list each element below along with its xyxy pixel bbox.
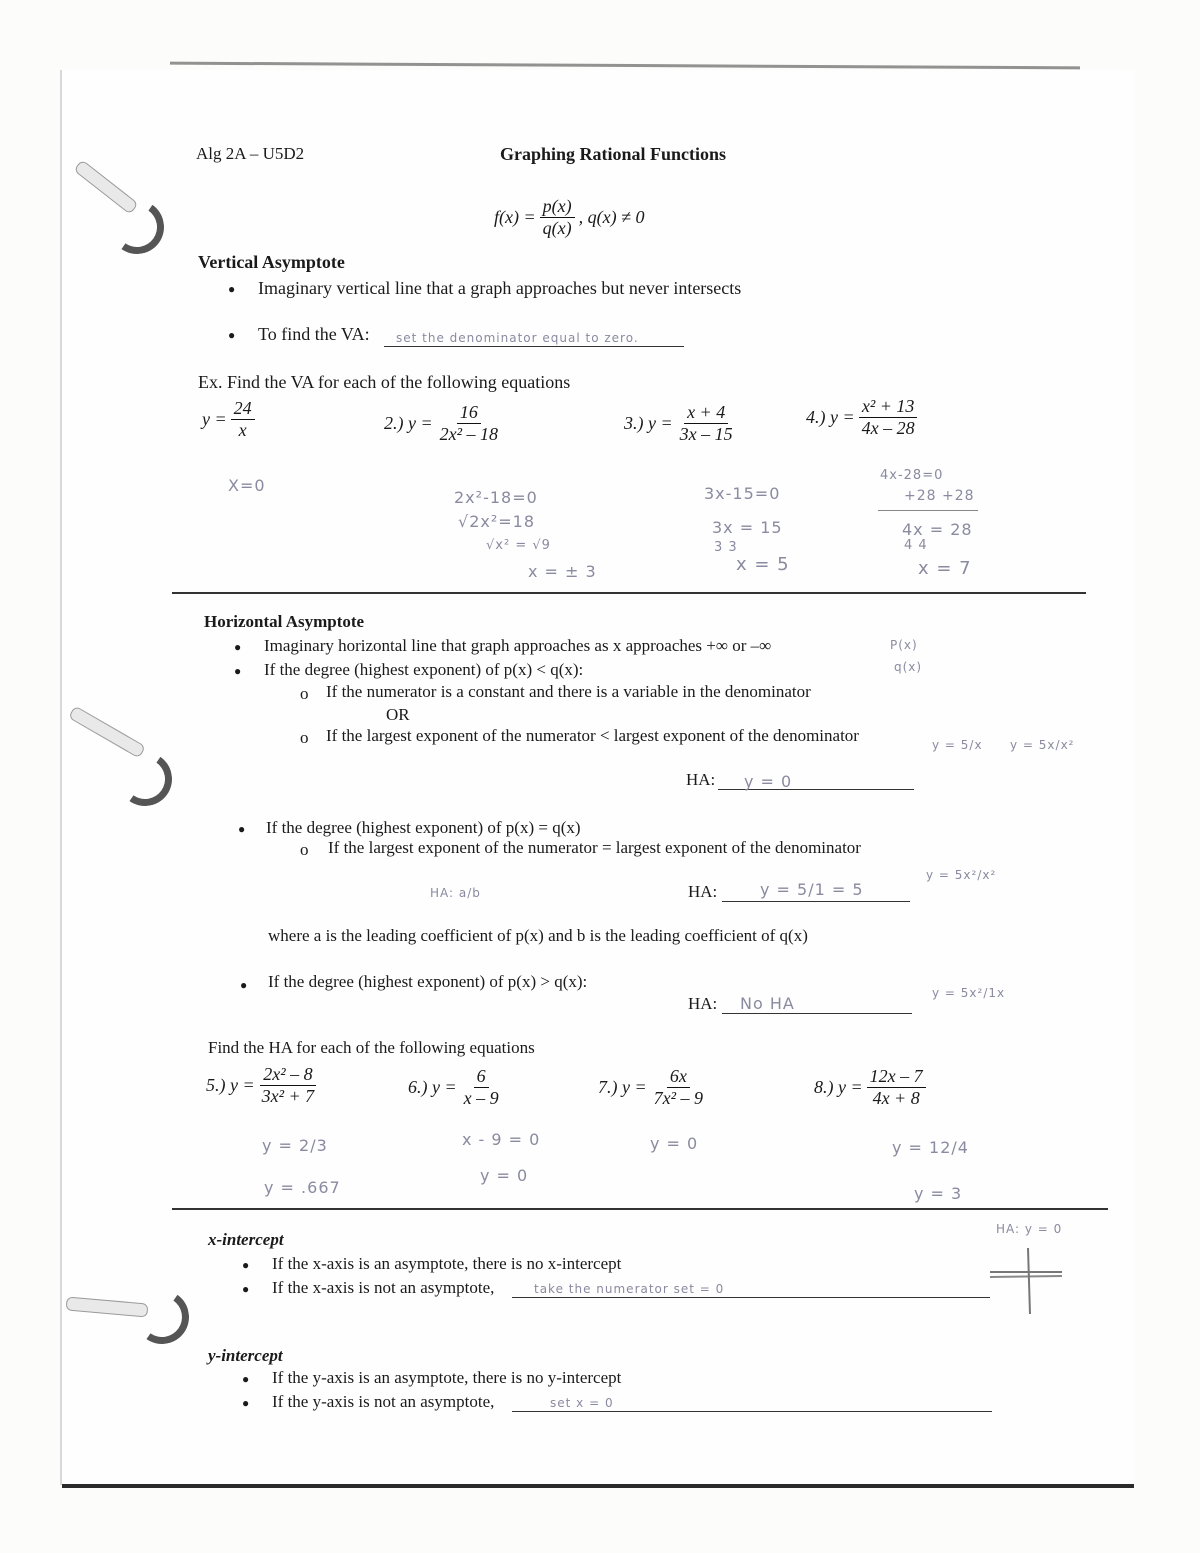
denominator: 3x – 15: [679, 423, 733, 444]
va-work-4d: 4 4: [904, 538, 928, 553]
denominator: x: [238, 419, 247, 440]
xint-heading: x-intercept: [208, 1230, 284, 1249]
ha-where: where a is the leading coefficient of p(x) and b is the leading coefficient of q(x): [268, 926, 808, 945]
bullet-icon: ●: [242, 1258, 250, 1272]
numerator: x² + 13: [859, 396, 918, 418]
section-divider: [172, 592, 1086, 594]
va-work-3c: 3 3: [714, 540, 738, 555]
va-work-4e: x = 7: [918, 558, 972, 579]
page-bottom-edge: [62, 1484, 1134, 1488]
va-work-2d: x = ± 3: [528, 562, 597, 581]
bullet-icon: ●: [240, 978, 248, 992]
ha2-answer: y = 5/1 = 5: [760, 880, 864, 899]
ha-heading: Horizontal Asymptote: [204, 612, 365, 631]
va-work-3d: x = 5: [736, 554, 790, 575]
yint-bullet-1: If the y-axis is an asymptote, there is no y-intercept: [272, 1368, 622, 1387]
yint-answer-line: [512, 1411, 992, 1412]
example-fraction: [867, 1066, 926, 1108]
va-example-2: [384, 402, 501, 444]
numerator: 2x² – 8: [260, 1064, 315, 1086]
margin-note: y = 5x²/1x: [932, 986, 1006, 1000]
margin-note: y = 5x²/x²: [926, 868, 997, 882]
example-label: 2.) y =: [384, 412, 433, 433]
ha-example-5: [206, 1064, 317, 1106]
example-fraction: [259, 1064, 318, 1106]
example-fraction: [231, 398, 255, 440]
ha-bullet-3: If the degree (highest exponent) of p(x) = q(x): [266, 818, 581, 837]
numerator: 16: [457, 402, 481, 424]
example-fraction: [677, 402, 736, 444]
ha-sub-1: If the numerator is a constant and there is a variable in the denominator: [326, 682, 811, 701]
xint-bullet-2: If the x-axis is not an asymptote,: [272, 1278, 495, 1297]
example-label: 7.) y =: [598, 1076, 647, 1097]
va-example-1: [202, 398, 255, 440]
ha-find-heading: Find the HA for each of the following equations: [208, 1038, 535, 1057]
ha-work-5a: y = 2/3: [262, 1136, 328, 1155]
margin-note: P(x): [890, 638, 918, 652]
yint-heading: y-intercept: [208, 1346, 283, 1365]
va-bullet-1: Imaginary vertical line that a graph approaches but never intersects: [258, 278, 742, 298]
ha1-label: HA:: [686, 770, 716, 789]
va-answer-line: [384, 346, 684, 347]
va-heading: Vertical Asymptote: [198, 252, 345, 272]
definition-lhs: f(x) =: [494, 206, 536, 227]
section-divider: [172, 1208, 1108, 1210]
ha2-note: HA: a/b: [430, 886, 481, 900]
denominator: 3x² + 7: [261, 1085, 315, 1106]
ha-bullet-1: Imaginary horizontal line that graph approaches as x approaches +∞ or –∞: [264, 636, 772, 655]
ha-example-8: [814, 1066, 926, 1108]
numerator: 6: [474, 1066, 489, 1088]
sub-bullet-icon: o: [300, 840, 309, 859]
example-fraction: [461, 1066, 502, 1108]
definition-condition: , q(x) ≠ 0: [578, 206, 645, 227]
yint-answer: set x = 0: [550, 1396, 614, 1410]
ha3-answer-line: [722, 1013, 912, 1014]
bullet-icon: ●: [234, 664, 242, 678]
definition-numerator: p(x): [540, 196, 575, 218]
va-work-4-line: [878, 510, 978, 511]
bullet-icon: ●: [234, 640, 242, 654]
va-work-2a: 2x²-18=0: [454, 488, 538, 507]
va-answer: set the denominator equal to zero.: [396, 331, 639, 345]
bullet-icon: ●: [228, 328, 236, 342]
yint-bullet-2: If the y-axis is not an asymptote,: [272, 1392, 495, 1411]
va-example-3: [624, 402, 736, 444]
numerator: x + 4: [684, 402, 728, 424]
definition-fraction: [540, 196, 575, 238]
page-top-edge: [170, 62, 1080, 70]
margin-note: y = 5x/x²: [1010, 738, 1075, 752]
example-fraction: [859, 396, 918, 438]
denominator: 4x + 8: [872, 1087, 920, 1108]
va-work-4b: +28 +28: [904, 488, 975, 504]
ha-work-6a: x - 9 = 0: [462, 1130, 541, 1149]
bullet-icon: ●: [242, 1282, 250, 1296]
margin-note: q(x): [894, 660, 923, 674]
definition-equation: [494, 196, 644, 238]
margin-note: y = 5/x: [932, 738, 983, 752]
ha-work-5b: y = .667: [264, 1178, 341, 1197]
numerator: 24: [231, 398, 255, 420]
ha-bullet-2: If the degree (highest exponent) of p(x) < q(x):: [264, 660, 584, 679]
bullet-icon: ●: [242, 1372, 250, 1386]
denominator: 2x² – 18: [439, 423, 499, 444]
va-work-3b: 3x = 15: [712, 518, 783, 537]
bullet-icon: ●: [238, 822, 246, 836]
definition-denominator: q(x): [542, 217, 572, 238]
ha-sub-2: If the largest exponent of the numerator < largest exponent of the denominator: [326, 726, 859, 745]
ha-work-6b: y = 0: [480, 1166, 529, 1185]
xint-margin-note: HA: y = 0: [996, 1222, 1063, 1236]
va-work-3a: 3x-15=0: [704, 484, 781, 503]
example-fraction: [651, 1066, 706, 1108]
course-code: Alg 2A – U5D2: [196, 144, 305, 163]
ha-work-7a: y = 0: [650, 1134, 699, 1153]
ha-bullet-4: If the degree (highest exponent) of p(x) > q(x):: [268, 972, 588, 991]
ha3-answer: No HA: [740, 994, 795, 1013]
denominator: 4x – 28: [861, 417, 915, 438]
va-work-4c: 4x = 28: [902, 520, 973, 539]
va-work-1: X=0: [228, 476, 266, 495]
xint-bullet-1: If the x-axis is an asymptote, there is no x-intercept: [272, 1254, 622, 1273]
ha-sub-3: If the largest exponent of the numerator = largest exponent of the denominator: [328, 838, 861, 857]
xint-answer-line: [512, 1297, 990, 1298]
va-work-2c: √x² = √9: [486, 538, 551, 553]
bullet-icon: ●: [242, 1396, 250, 1410]
denominator: x – 9: [463, 1087, 499, 1108]
example-label: 5.) y =: [206, 1074, 255, 1095]
sub-bullet-icon: o: [300, 684, 309, 703]
page-title: Graphing Rational Functions: [500, 144, 727, 164]
denominator: 7x² – 9: [653, 1087, 704, 1108]
example-label: y =: [202, 408, 227, 429]
example-label: 4.) y =: [806, 406, 855, 427]
bullet-icon: ●: [228, 282, 236, 296]
numerator: 12x – 7: [867, 1066, 926, 1088]
numerator: 6x: [667, 1066, 690, 1088]
example-label: 8.) y =: [814, 1076, 863, 1097]
example-label: 3.) y =: [624, 412, 673, 433]
ha1-answer: y = 0: [744, 772, 793, 791]
example-fraction: [437, 402, 501, 444]
ha-or: OR: [386, 705, 410, 724]
axes-sketch-icon: [986, 1246, 1066, 1316]
sub-bullet-icon: o: [300, 728, 309, 747]
ha3-label: HA:: [688, 994, 718, 1013]
example-label: 6.) y =: [408, 1076, 457, 1097]
va-work-2b: √2x²=18: [458, 512, 536, 531]
va-work-4a: 4x-28=0: [880, 468, 944, 483]
va-example-4: [806, 396, 918, 438]
ha-example-7: [598, 1066, 706, 1108]
ha2-label: HA:: [688, 882, 718, 901]
ha-example-6: [408, 1066, 502, 1108]
xint-answer: take the numerator set = 0: [534, 1282, 725, 1296]
va-bullet-2-label: To find the VA:: [258, 324, 370, 344]
ha2-answer-line: [722, 901, 910, 902]
ha-work-8b: y = 3: [914, 1184, 963, 1203]
ha-work-8a: y = 12/4: [892, 1138, 969, 1157]
va-examples-heading: Ex. Find the VA for each of the following equations: [198, 372, 571, 392]
